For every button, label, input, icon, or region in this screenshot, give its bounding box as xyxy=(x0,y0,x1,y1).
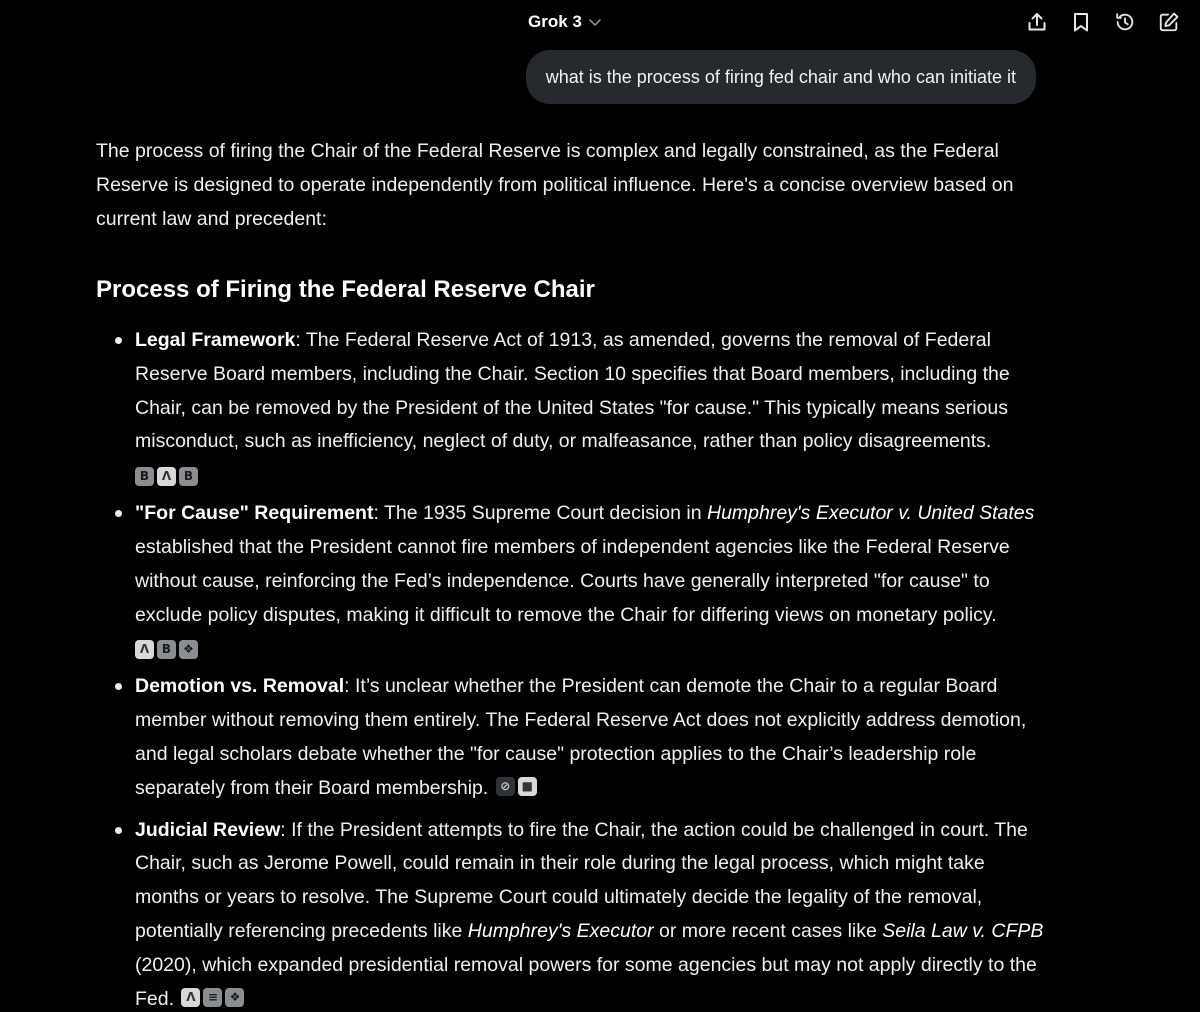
history-button[interactable] xyxy=(1114,10,1136,34)
response-intro: The process of firing the Chair of the Federal Reserve is complex and legally constrained, as the Federal Reserve is designed to operate independently from political influence. Here's a concise overview based on current law and precedent: xyxy=(96,140,1014,230)
case-name: Seila Law v. CFPB xyxy=(882,919,1044,942)
list-item: Legal Framework: The Federal Reserve Act of 1913, as amended, governs the removal of Federal Reserve Board members, including the Chair. Section 10 specifies that Board members, including the Chair, can be removed by the President of the United States "for cause." This typically means serious misconduct, such as inefficiency, neglect of duty, or malfeasance, rather than policy disagreements. B Ʌ B xyxy=(135,324,1046,489)
user-message-bubble: what is the process of firing fed chair and who can initiate it xyxy=(526,50,1036,104)
citation-row xyxy=(135,459,1046,489)
citation-source-icon[interactable]: B xyxy=(179,467,198,486)
chevron-down-icon xyxy=(588,15,602,29)
point-title: Demotion vs. Removal xyxy=(135,675,345,698)
citation-row xyxy=(496,777,537,796)
citation-source-icon[interactable]: Ʌ xyxy=(157,467,176,486)
citation-source-icon[interactable]: ❖ xyxy=(179,640,198,659)
point-title: Judicial Review xyxy=(135,818,281,841)
point-title: Legal Framework xyxy=(135,329,296,351)
point-title: "For Cause" Requirement xyxy=(135,502,374,525)
share-icon xyxy=(1026,11,1048,33)
citation-source-icon[interactable]: Ʌ xyxy=(135,640,154,659)
case-name: Humphrey's Executor xyxy=(467,919,654,942)
model-selector[interactable] xyxy=(528,12,602,32)
history-icon xyxy=(1114,10,1136,34)
top-bar xyxy=(0,0,1200,46)
citation-source-icon[interactable]: B xyxy=(157,640,176,659)
list-item: "For Cause" Requirement: The 1935 Supreme Court decision in Humphrey's Executor v. United States established that the President cannot fire members of independent agencies like the Federal Reserve without cause, reinforcing the Fed’s independence. Courts have generally interpreted "for cause" to exclude policy disputes, making it difficult to remove the Chair for differing views on monetary policy. Ʌ B ❖ xyxy=(135,497,1046,662)
assistant-response xyxy=(96,134,1046,1012)
bookmark-button[interactable] xyxy=(1070,10,1092,34)
edit-icon xyxy=(1158,10,1180,34)
list-item: Demotion vs. Removal: It’s unclear whether the President can demote the Chair to a regular Board member without removing them entirely. The Federal Reserve Act does not explicitly address demotion, and legal scholars debate whether the "for cause" protection applies to the Chair’s leadership role separately from their Board membership. ⊘ ■ xyxy=(135,670,1046,805)
point-text: It’s unclear whether the President can demote the Chair to a regular Board member without removing them entirely. The Federal Reserve Act does not explicitly address demotion, and legal scholars debate whether the "for cause" protection applies to the Chair’s leadership role separately from their Board membership. xyxy=(135,675,1027,799)
citation-source-icon[interactable]: ❖ xyxy=(225,988,244,1007)
citation-row xyxy=(181,988,244,1007)
point-text: The Federal Reserve Act of 1913, as amended, governs the removal of Federal Reserve Board members, including the Chair. Section 10 specifies that Board members, including the Chair, can be removed by the President of the United States "for cause." This typically means serious misconduct, such as inefficiency, neglect of duty, or malfeasance, rather than policy disagreements. xyxy=(135,329,1010,453)
citation-source-icon[interactable]: ⊘ xyxy=(496,777,515,796)
section-heading: Process of Firing the Federal Reserve Chair xyxy=(96,276,595,303)
citation-source-icon[interactable]: ≡ xyxy=(203,988,222,1007)
bullet-list xyxy=(96,324,1046,1012)
citation-source-icon[interactable]: ■ xyxy=(518,777,537,796)
list-item: Judicial Review: If the President attempts to fire the Chair, the action could be challenged in court. The Chair, such as Jerome Powell, could remain in their role during the legal process, which might take months or years to resolve. The Supreme Court could ultimately decide the legality of the removal, potentially referencing precedents like Humphrey's Executor or more recent cases like Seila Law v. CFPB (2020), which expanded presidential removal powers for some agencies but may not apply directly to the Fed. Ʌ ≡ ❖ xyxy=(135,814,1046,1012)
case-name: Humphrey's Executor v. United States xyxy=(706,502,1035,525)
citation-source-icon[interactable]: B xyxy=(135,467,154,486)
share-button[interactable] xyxy=(1026,10,1048,34)
citation-source-icon[interactable]: Ʌ xyxy=(181,988,200,1007)
new-chat-button[interactable] xyxy=(1158,10,1180,34)
top-actions xyxy=(1026,10,1180,34)
model-label: Grok 3 xyxy=(528,12,582,31)
citation-row xyxy=(135,632,1046,662)
bookmark-icon xyxy=(1070,11,1092,33)
